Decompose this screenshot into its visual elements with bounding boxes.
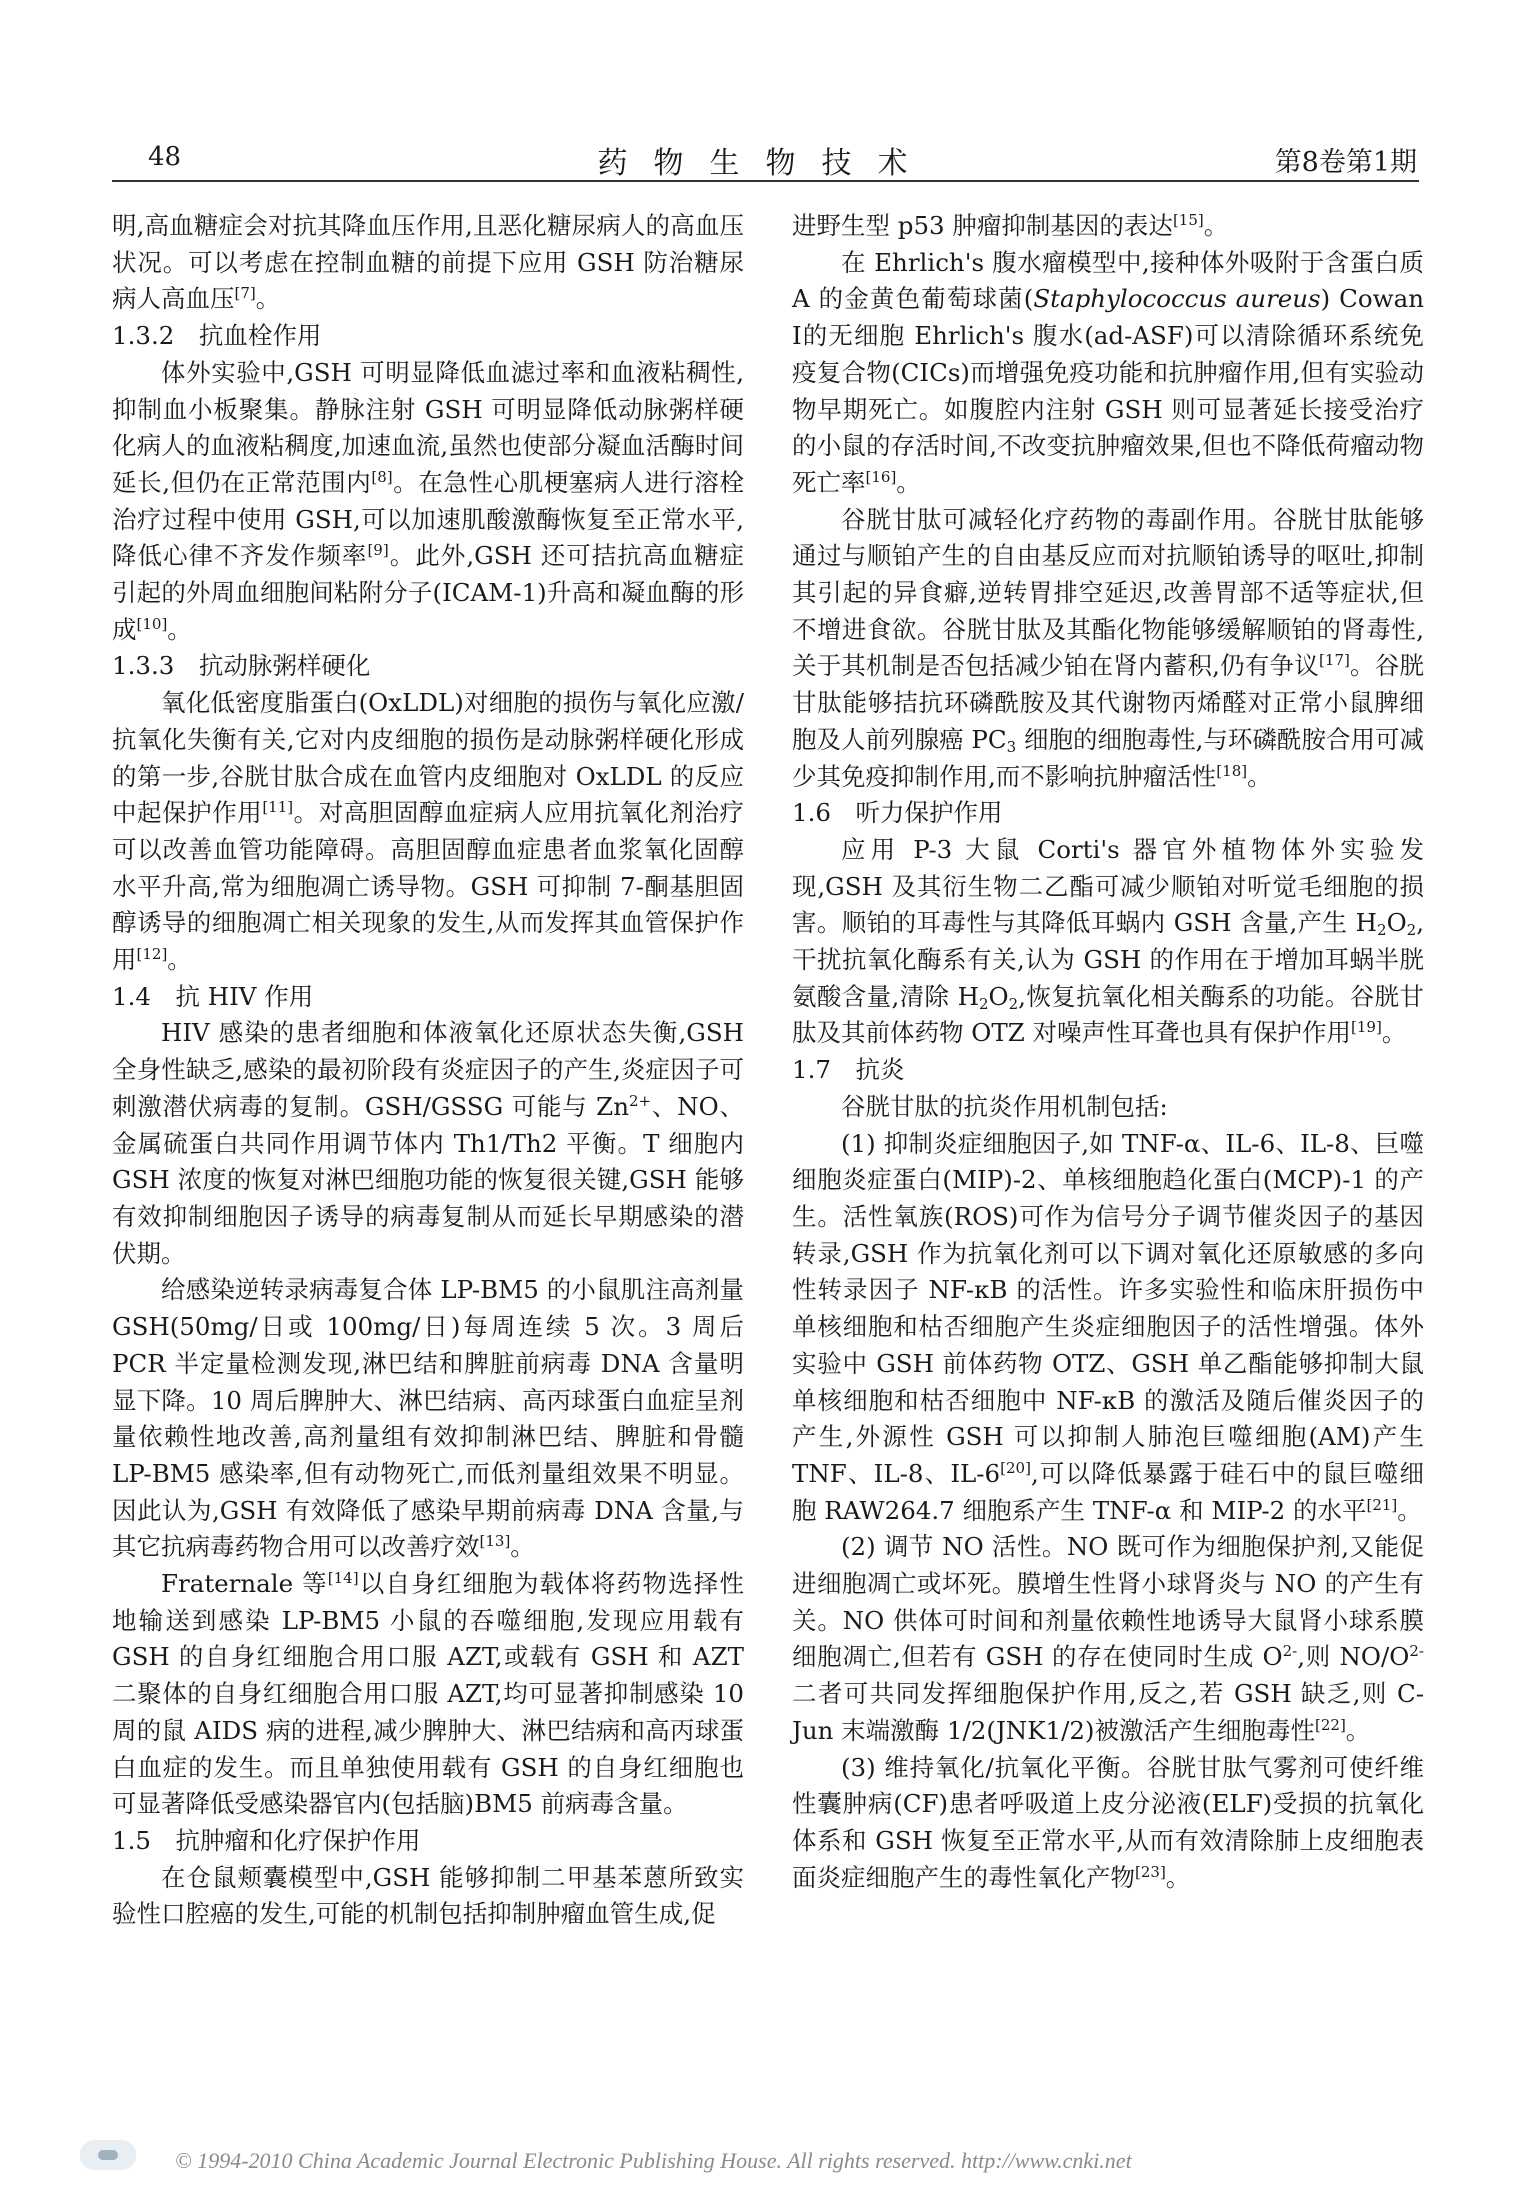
volume-issue: 第8卷第1期 (1274, 147, 1417, 178)
paragraph: HIV 感染的患者细胞和体液氧化还原状态失衡,GSH 全身性缺乏,感染的最初阶段有炎症因子的产生,炎症因子可刺激潜伏病毒的复制。GSH/GSSG 可能与 $Zn^{2+}$、NO、金属硫蛋白共同作用调节体内 Th1/Th2 平衡。T 细胞内 GSH 浓度的恢复对淋巴细胞功能的恢复很关键,GSH 能够有效抑制细胞因子诱导的病毒复制从而延长早期感染的潜伏期。 (112, 1018, 744, 1268)
section-heading: 1.4 抗 HIV 作用 (112, 981, 314, 1011)
page-number: 48 (148, 142, 182, 172)
journal-title: 药物生物技术 (597, 146, 934, 181)
left-column (112, 208, 744, 1933)
paragraph: 给感染逆转录病毒复合体 LP-BM5 的小鼠肌注高剂量 GSH(50mg/日或 100mg/日)每周连续 5 次。3 周后 PCR 半定量检测发现,淋巴结和脾脏前病毒 DNA 含量明显下降。10 周后脾肿大、淋巴结病、高丙球蛋白血症呈剂量依赖性地改善,高剂量组有效抑制淋巴结、脾脏和骨髓 LP-BM5 感染率,但有动物死亡,而低剂量组效果不明显。因此认为,GSH 有效降低了感染早期前病毒 DNA 含量,与其它抗病毒药物合用可以改善疗效[13]。 (112, 1275, 744, 1562)
header-rule (112, 180, 1419, 182)
paragraph: (2) 调节 NO 活性。NO 既可作为细胞保护剂,又能促进细胞凋亡或坏死。膜增生性肾小球肾炎与 NO 的产生有关。NO 供体可时间和剂量依赖性地诱导大鼠肾小球系膜细胞凋亡,但若有 GSH 的存在使同时生成 $O^{2-}$,则 $NO/O^{2-}$ 二者可共同发挥细胞保护作用,反之,若 GSH 缺乏,则 C-Jun 末端激酶 1/2(JNK1/2)被激活产生细胞毒性[22]。 (792, 1532, 1424, 1745)
section-heading: 1.7 抗炎 (792, 1055, 905, 1085)
paragraph: 在 Ehrlich's 腹水瘤模型中,接种体外吸附于含蛋白质 A 的金黄色葡萄球菌(Staphylococcus aureus) Cowan Ⅰ的无细胞 Ehrlich's 腹水(ad-ASF)可以清除循环系统免疫复合物(CICs)而增强免疫功能和抗肿瘤作用,但有实验动物早期死亡。如腹腔内注射 GSH 则可显著延长接受治疗的小鼠的存活时间,不改变抗肿瘤效果,但也不降低荷瘤动物死亡率[16]。 (792, 247, 1424, 497)
running-header (112, 138, 1419, 182)
paragraph: 应用 P-3 大鼠 Corti's 器官外植物体外实验发现,GSH 及其衍生物二乙酯可减少顺铂对听觉毛细胞的损害。顺铂的耳毒性与其降低耳蜗内 GSH 含量,产生 $H_2O_2$,干扰抗氧化酶系有关,认为 GSH 的作用在于增加耳蜗半胱氨酸含量,清除 $H_2O_2$,恢复抗氧化相关酶系的功能。谷胱甘肽及其前体药物 OTZ 对噪声性耳聋也具有保护作用[19]。 (792, 834, 1424, 1048)
section-heading: 1.3.2 抗血栓作用 (112, 321, 322, 351)
copyright-footer: © 1994-2010 China Academic Journal Electronic Publishing House. All rights reserved. http://www.cnki.net (175, 2148, 1132, 2173)
section-heading: 1.5 抗肿瘤和化疗保护作用 (112, 1825, 421, 1855)
right-column (792, 208, 1424, 1896)
paragraph: 进野生型 p53 肿瘤抑制基因的表达[15]。 (792, 211, 1229, 240)
paragraph: 谷胱甘肽可减轻化疗药物的毒副作用。谷胱甘肽能够通过与顺铂产生的自由基反应而对抗顺铂诱导的呕吐,抑制其引起的异食癖,逆转胃排空延迟,改善胃部不适等症状,但不增进食欲。谷胱甘肽及其酯化物能够缓解顺铂的肾毒性,关于其机制是否包括减少铂在肾内蓄积,仍有争议[17]。谷胱甘肽能够拮抗环磷酰胺及其代谢物丙烯醛对正常小鼠脾细胞及人前列腺癌 $PC_3$ 细胞的细胞毒性,与环磷酰胺合用可减少其免疫抑制作用,而不影响抗肿瘤活性[18]。 (792, 504, 1424, 791)
paragraph: (3) 维持氧化/抗氧化平衡。谷胱甘肽气雾剂可使纤维性囊肿病(CF)患者呼吸道上皮分泌液(ELF)受损的抗氧化体系和 GSH 恢复至正常水平,从而有效清除肺上皮细胞表面炎症细胞产生的毒性氧化产物[23]。 (792, 1752, 1424, 1892)
section-heading: 1.6 听力保护作用 (792, 798, 1003, 828)
paragraph: Fraternale 等[14]以自身红细胞为载体将药物选择性地输送到感染 LP-BM5 小鼠的吞噬细胞,发现应用载有 GSH 的自身红细胞合用口服 AZT,或载有 GSH 和 AZT 二聚体的自身红细胞合用口服 AZT,均可显著抑制感染 10 周的鼠 AIDS 病的进程,减少脾肿大、淋巴结病和高丙球蛋白血症的发生。而且单独使用载有 GSH 的自身红细胞也可显著降低受感染器官内(包括脑)BM5 前病毒含量。 (112, 1569, 744, 1819)
paragraph: 谷胱甘肽的抗炎作用机制包括: (841, 1091, 1168, 1121)
paragraph: 氧化低密度脂蛋白(OxLDL)对细胞的损伤与氧化应激/抗氧化失衡有关,它对内皮细胞的损伤是动脉粥样硬化形成的第一步,谷胱甘肽合成在血管内皮细胞对 OxLDL 的反应中起保护作用[11]。对高胆固醇血症病人应用抗氧化剂治疗可以改善血管功能障碍。高胆固醇血症患者血浆氧化固醇水平升高,常为细胞凋亡诱导物。GSH 可抑制 7-酮基胆固醇诱导的细胞凋亡相关现象的发生,从而发挥其血管保护作用[12]。 (112, 688, 745, 975)
paragraph: 在仓鼠颊囊模型中,GSH 能够抑制二甲基苯蒽所致实验性口腔癌的发生,可能的机制包括抑制肿瘤血管生成,促 (112, 1862, 744, 1929)
paragraph: (1) 抑制炎症细胞因子,如 TNF-α、IL-6、IL-8、巨噬细胞炎症蛋白(MIP)-2、单核细胞趋化蛋白(MCP)-1 的产生。活性氧族(ROS)可作为信号分子调节催炎因子的基因转录,GSH 作为抗氧化剂可以下调对氧化还原敏感的多向性转录因子 NF-κB 的活性。许多实验性和临床肝损伤中单核细胞和枯否细胞产生炎症细胞因子的活性增强。体外实验中 GSH 前体药物 OTZ、GSH 单乙酯能够抑制大鼠单核细胞和枯否细胞中 NF-κB 的激活及随后催炎因子的产生,外源性 GSH 可以抑制人肺泡巨噬细胞(AM)产生 TNF、IL-8、IL-6[20],可以降低暴露于硅石中的鼠巨噬细胞 RAW264.7 细胞系产生 TNF-α 和 MIP-2 的水平[21]。 (792, 1128, 1425, 1525)
section-heading: 1.3.3 抗动脉粥样硬化 (112, 651, 371, 681)
paragraph: 明,高血糖症会对抗其降血压作用,且恶化糖尿病人的高血压状况。可以考虑在控制血糖的前提下应用 GSH 防治糖尿病人高血压[7]。 (112, 211, 744, 314)
cnki-logo-icon (80, 2140, 136, 2170)
paragraph: 体外实验中,GSH 可明显降低血滤过率和血液粘稠性,抑制血小板聚集。静脉注射 GSH 可明显降低动脉粥样硬化病人的血液粘稠度,加速血流,虽然也使部分凝血活酶时间延长,但仍在正常范围内[8]。在急性心肌梗塞病人进行溶栓治疗过程中使用 GSH,可以加速肌酸激酶恢复至正常水平,降低心律不齐发作频率[9]。此外,GSH 还可拮抗高血糖症引起的外周血细胞间粘附分子(ICAM-1)升高和凝血酶的形成[10]。 (112, 357, 745, 644)
